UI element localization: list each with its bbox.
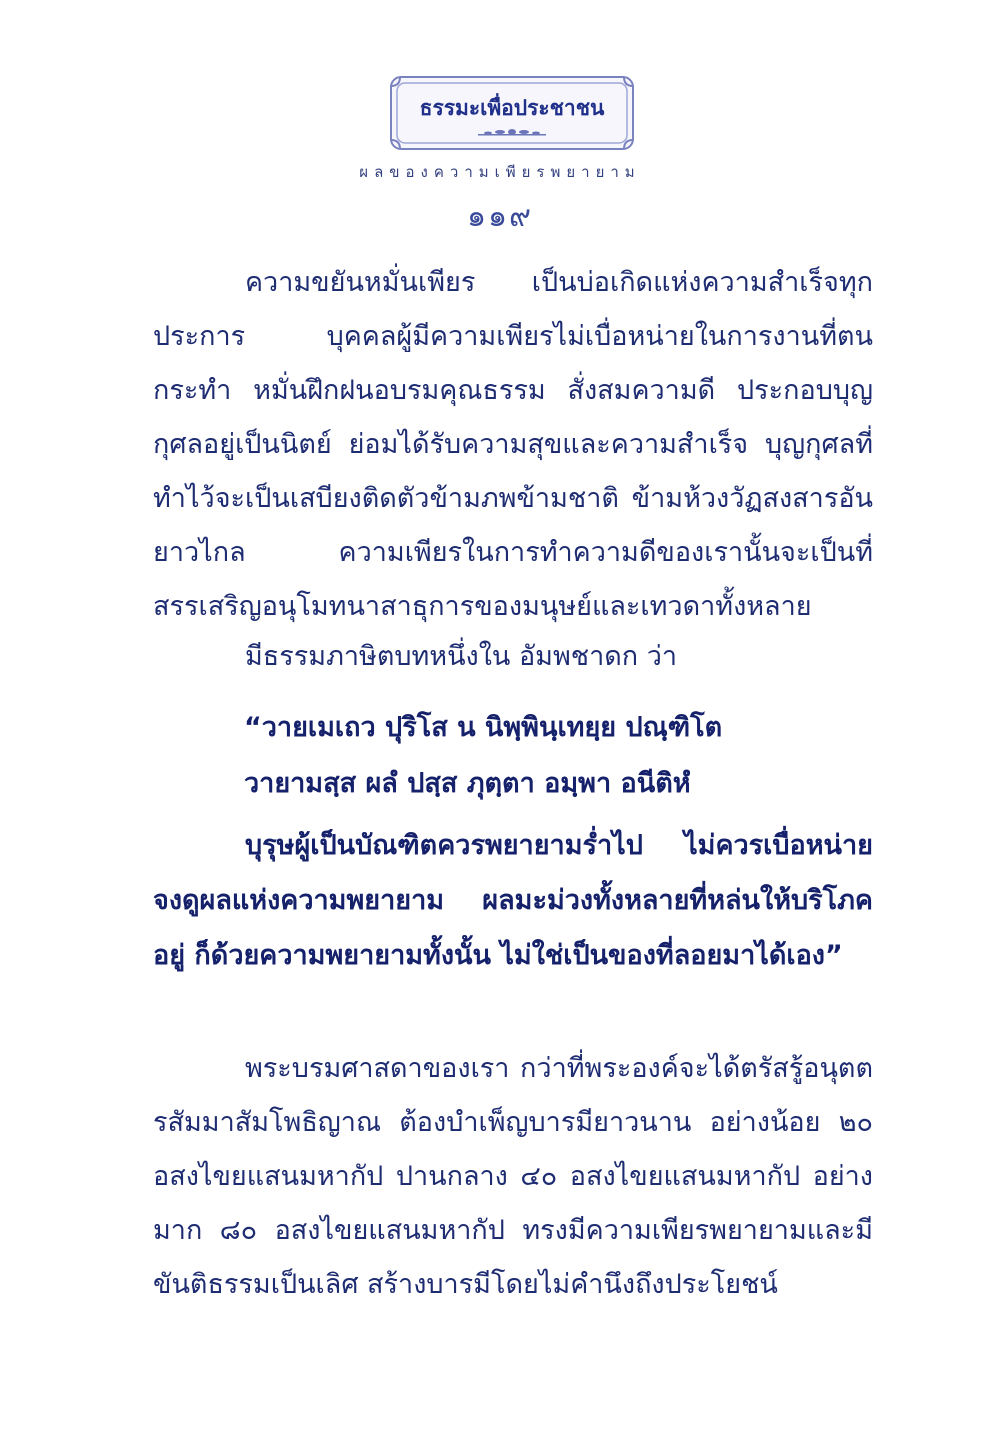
- paragraph: [153, 256, 873, 634]
- translation-text: บุรุษผู้เป็นบัณฑิตควรพยายามร่ำไป ไม่ควรเบื่อหน่าย จงดูผลแห่งความพยายาม ผลมะม่วงทั้งหลายที่หล่นให้บริโภคอยู่ ก็ด้วยความพยายามทั้งนั้น ไม่ใช่เป็นของที่ลอยมาได้เอง”: [153, 830, 873, 971]
- pali-verse-line: “วายเมเถว ปุริโส น นิพฺพินฺเทยฺย ปณฺฑิโต: [244, 712, 723, 743]
- paragraph-text: พระบรมศาสดาของเรา กว่าที่พระองค์จะได้ตรัสรู้อนุตตรสัมมาสัมโพธิญาณ ต้องบำเพ็ญบารมียาวนาน อย่างน้อย ๒๐ อสงไขยแสนมหากัป ปานกลาง ๔๐ อสงไขยแสนมหากัป อย่างมาก ๘๐ อสงไขยแสนมหากัป ทรงมีความเพียรพยายามและมีขันติธรรมเป็นเลิศ สร้างบารมีโดยไม่คำนึงถึงประโยชน์: [153, 1053, 873, 1300]
- logo-text: ธรรมะเพื่อประชาชน: [419, 95, 605, 120]
- paragraph-text: ความขยันหมั่นเพียร เป็นบ่อเกิดแห่งความสำเร็จทุกประการ บุคคลผู้มีความเพียรไม่เบื่อหน่ายในการงานที่ตนกระทำ หมั่นฝึกฝนอบรมคุณธรรม สั่งสมความดี ประกอบบุญกุศลอยู่เป็นนิตย์ ย่อมได้รับความสุขและความสำเร็จ บุญกุศลที่ทำไว้จะเป็นเสบียงติดตัวข้ามภพข้ามชาติ ข้ามห้วงวัฏสงสารอันยาวไกล ความเพียรในการทำความดีของเรานั้นจะเป็นที่สรรเสริญอนุโมทนาสาธุการของมนุษย์และเทวดาทั้งหลาย: [153, 267, 873, 622]
- page-number: ๑๑๙: [466, 199, 534, 234]
- pali-verse-line: วายามสฺส ผลํ ปสฺส ภุตฺตา อมฺพา อนีติหํ: [244, 768, 691, 799]
- paragraph: [153, 630, 873, 684]
- paragraph: [153, 1042, 873, 1312]
- verse-translation: [153, 818, 873, 983]
- chapter-title: ผลของความเพียรพยายาม: [359, 163, 641, 181]
- book-logo: [388, 74, 636, 152]
- paragraph-text: มีธรรมภาษิตบทหนึ่งใน อัมพชาดก ว่า: [245, 641, 678, 672]
